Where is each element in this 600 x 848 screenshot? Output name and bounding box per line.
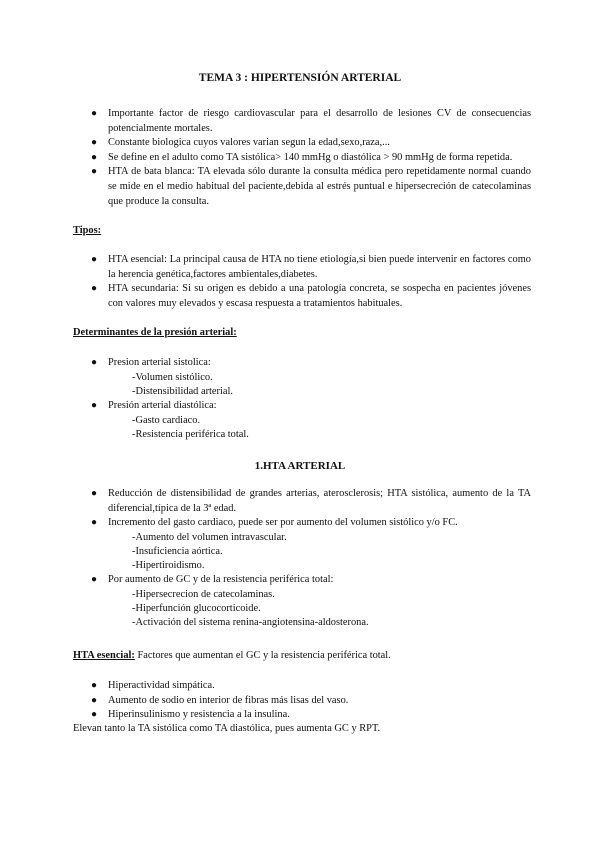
list-item: ● Constante biologica cuyos valores varian segun la edad,sexo,raza,... <box>91 136 531 151</box>
tipos-bullet-list <box>91 253 531 311</box>
sub-item: -Hipertiroidismo. <box>132 560 205 572</box>
sub-item: -Gasto cardiaco. <box>132 414 201 426</box>
page-title: TEMA 3 : HIPERTENSIÓN ARTERIAL <box>198 72 402 84</box>
list-item: ● HTA de bata blanca: TA elevada sólo durante la consulta médica pero repetidamente normal cuando se mide en el medio habitual del paciente,debida al estrés puntual e hipersecreción de catecolaminas que produce la consulta. <box>91 166 531 207</box>
bullet-icon: ● <box>91 694 98 706</box>
bullet-icon: ● <box>91 680 98 691</box>
closing-text: Elevan tanto la TA sistólica como TA diastólica, pues aumenta GC y RPT. <box>73 723 381 734</box>
intro-bullet-list <box>91 107 531 209</box>
bullet-icon: ● <box>91 709 98 721</box>
tipos-heading: Tipos: <box>73 225 102 236</box>
list-item: ● Hiperactividad simpática. <box>91 679 531 694</box>
bullet-icon: ● <box>91 400 98 411</box>
section-title: 1.HTA ARTERIAL <box>254 460 346 472</box>
bullet-icon: ● <box>91 517 98 529</box>
bullet-icon: ● <box>91 166 98 178</box>
bullet-icon: ● <box>91 574 98 586</box>
sub-item: -Volumen sistólico. <box>132 371 213 383</box>
hta-esencial-bullet-list <box>91 679 531 723</box>
sub-item: -Hiperfunción glucocorticoide. <box>132 603 261 615</box>
bullet-icon: ● <box>91 108 98 119</box>
sub-item: -Aumento del volumen intravascular. <box>132 531 287 543</box>
sub-item: -Hipersecrecion de catecolaminas. <box>132 588 275 600</box>
bullet-icon: ● <box>91 254 98 265</box>
list-item: ● Importante factor de riesgo cardiovascular para el desarrollo de lesiones CV de consecuencias potencialmente mortales. <box>91 108 531 134</box>
sub-item: -Insuficiencia aórtica. <box>132 545 223 557</box>
determinantes-bullet-list <box>91 356 531 442</box>
list-item: ● Presion arterial sistolica: -Volumen sistólico. -Distensibilidad arterial. <box>91 356 531 399</box>
determinantes-heading: Determinantes de la presión arterial: <box>73 327 237 338</box>
hta-esencial-text: Factores que aumentan el GC y la resistencia periférica total. <box>134 650 391 661</box>
list-item: ● Por aumento de GC y de la resistencia periférica total: -Hipersecrecion de catecolaminas. -Hiperfunción glucocorticoide. -Activación del sistema renina-angiotensina-aldosterona. <box>91 573 531 630</box>
list-item: ● HTA secundaria: Si su origen es debido a una patología concreta, se sospecha en pacientes jóvenes con valores muy elevados y escasa respuesta a tratamientos habituales. <box>91 283 531 309</box>
section1-bullet-list <box>91 487 531 631</box>
bullet-icon: ● <box>91 283 98 295</box>
list-item: ● HTA esencial: La principal causa de HTA no tiene etiología,si bien puede intervenir en factores como la herencia genética,factores ambientales,diabetes. <box>91 254 531 280</box>
bullet-icon: ● <box>91 488 98 499</box>
list-item: ● Aumento de sodio en interior de fibras más lisas del vaso. <box>91 694 531 709</box>
hta-esencial-heading: HTA esencial: <box>73 650 135 661</box>
bullet-icon: ● <box>91 357 98 368</box>
hta-esencial-line <box>73 650 533 661</box>
list-item: ● Hiperinsulinismo y resistencia a la insulina. <box>91 708 531 723</box>
list-item: ● Se define en el adulto como TA sistólica> 140 mmHg o diastólica > 90 mmHg de forma repetida. <box>91 151 531 166</box>
sub-item: -Distensibilidad arterial. <box>132 385 233 397</box>
sub-item: -Resistencia periférica total. <box>132 428 249 440</box>
bullet-icon: ● <box>91 137 98 149</box>
bullet-icon: ● <box>91 151 98 163</box>
list-item: ● Reducción de distensibilidad de grandes arterias, aterosclerosis; HTA sistólica, aumento de la TA diferencial,típica de la 3ª edad. <box>91 488 531 514</box>
list-item: ● Incremento del gasto cardiaco, puede ser por aumento del volumen sistólico y/o FC. -Aumento del volumen intravascular. -Insuficiencia aórtica. -Hipertiroidismo. <box>91 516 531 573</box>
sub-item: -Activación del sistema renina-angiotensina-aldosterona. <box>132 617 369 629</box>
list-item: ● Presión arterial diastólica: -Gasto cardiaco. -Resistencia periférica total. <box>91 399 531 442</box>
